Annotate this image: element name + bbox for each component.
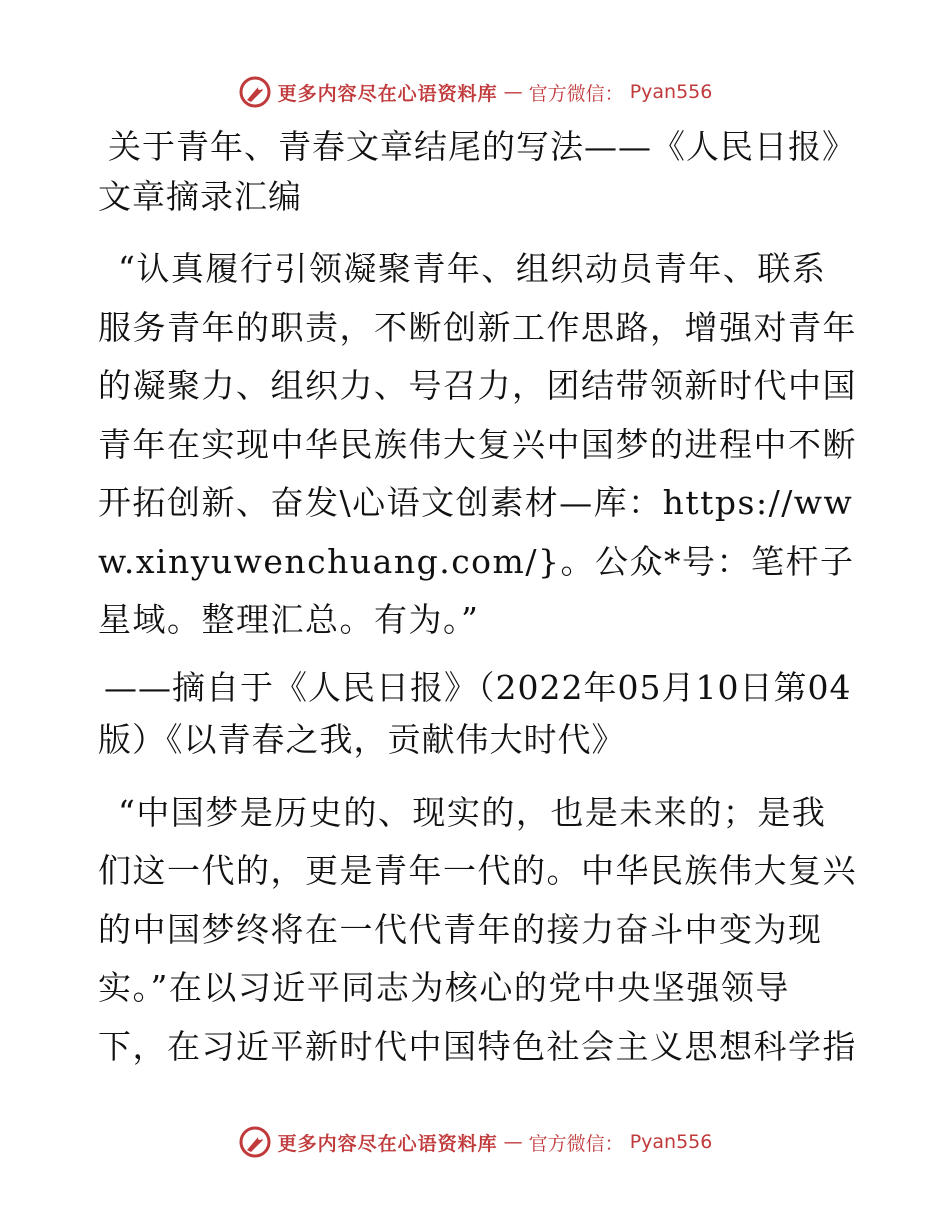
banner-wechat-id: Pyan556 bbox=[629, 81, 713, 103]
document-title: 关于青年、青春文章结尾的写法——《人民日报》文章摘录汇编 bbox=[98, 127, 856, 216]
banner-slogan: 更多内容尽在心语资料库 bbox=[277, 82, 498, 105]
footer-banner bbox=[0, 1122, 950, 1162]
header-banner bbox=[0, 72, 950, 112]
pen-nib-logo-icon bbox=[238, 1125, 272, 1159]
banner-wechat-label: 官方微信： bbox=[528, 82, 624, 105]
banner-dash: — bbox=[503, 81, 523, 103]
banner-slogan: 更多内容尽在心语资料库 bbox=[277, 1132, 498, 1155]
pen-nib-logo-icon bbox=[238, 75, 272, 109]
banner-wechat-id: Pyan556 bbox=[629, 1131, 713, 1153]
banner-wechat-label: 官方微信： bbox=[528, 1132, 624, 1155]
source-citation-1: ——摘自于《人民日报》（2022年05月10日第04版）《以青春之我，贡献伟大时代》 bbox=[98, 667, 852, 759]
document-body bbox=[98, 122, 858, 1088]
quote-paragraph-2: “中国梦是历史的、现实的，也是未来的；是我们这一代的，更是青年一代的。中华民族伟大复兴的中国梦终将在一代代青年的接力奋斗中变为现实。”在以习近平同志为核心的党中央坚强领导下，在习近平新时代中国特色社会主义思想科学指 bbox=[98, 792, 857, 1066]
banner-dash: — bbox=[503, 1131, 523, 1153]
quote-paragraph-1: “认真履行引领凝聚青年、组织动员青年、联系服务青年的职责，不断创新工作思路，增强对青年的凝聚力、组织力、号召力，团结带领新时代中国青年在实现中华民族伟大复兴中国梦的进程中不断开拓创新、奋发\心语文创素材—库：https://www.xinyuwenchuang.com/}。公众*号：笔杆子星域。整理汇总。有为。” bbox=[98, 249, 857, 639]
